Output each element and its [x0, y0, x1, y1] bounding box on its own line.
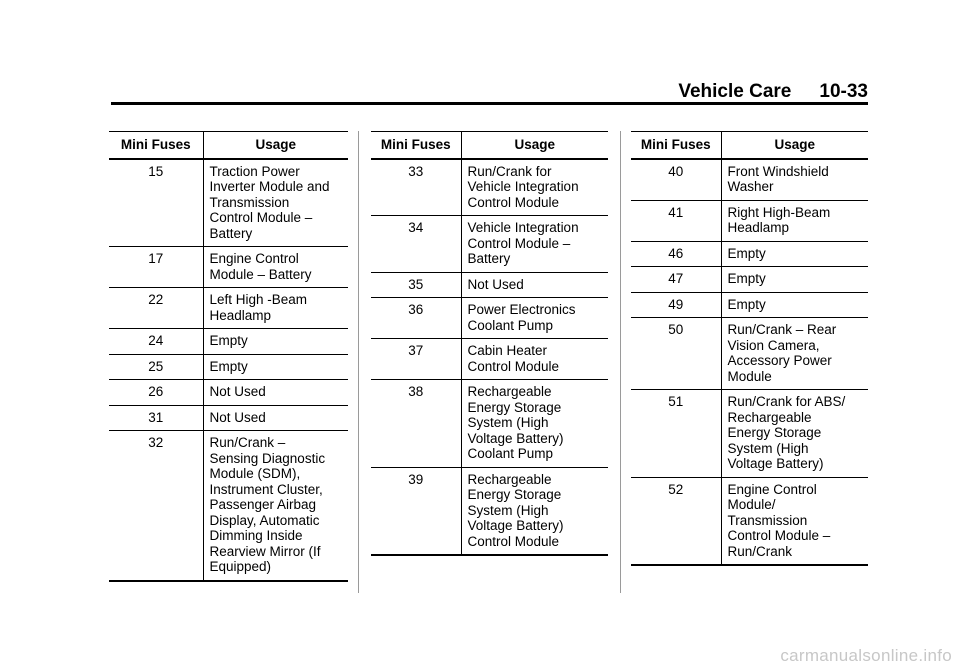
- column-header-mini-fuses: Mini Fuses: [371, 132, 461, 159]
- fuse-usage: Vehicle Integration Control Module – Battery: [461, 216, 608, 273]
- table-row: [109, 288, 348, 329]
- fuse-usage: Power Electronics Coolant Pump: [461, 298, 608, 339]
- fuse-usage: Not Used: [203, 380, 348, 406]
- fuse-usage: Traction Power Inverter Module and Transmission Control Module – Battery: [203, 159, 348, 247]
- fuse-usage: Run/Crank – Rear Vision Camera, Accessory Power Module: [721, 318, 868, 390]
- fuse-usage: Empty: [203, 329, 348, 355]
- table-row: [109, 405, 348, 431]
- fuse-number: 38: [371, 380, 461, 468]
- page-header: [111, 80, 868, 104]
- fuse-usage: Not Used: [461, 272, 608, 298]
- table-row: [631, 477, 868, 565]
- table-row: [631, 159, 868, 201]
- fuse-number: 26: [109, 380, 203, 406]
- fuse-usage: Engine Control Module – Battery: [203, 247, 348, 288]
- fuse-number: 41: [631, 200, 721, 241]
- fuse-number: 34: [371, 216, 461, 273]
- fuse-usage: Front Windshield Washer: [721, 159, 868, 201]
- fuse-number: 49: [631, 292, 721, 318]
- table-row: [371, 298, 608, 339]
- fuse-table: [109, 131, 348, 582]
- fuse-number: 50: [631, 318, 721, 390]
- column-header-mini-fuses: Mini Fuses: [631, 132, 721, 159]
- table-row: [631, 241, 868, 267]
- column-header-usage: Usage: [721, 132, 868, 159]
- table-row: [631, 318, 868, 390]
- fuse-number: 52: [631, 477, 721, 565]
- fuse-usage: Empty: [203, 354, 348, 380]
- fuse-number: 37: [371, 339, 461, 380]
- header-rule: [111, 102, 868, 105]
- fuse-number: 22: [109, 288, 203, 329]
- column-header-usage: Usage: [461, 132, 608, 159]
- fuse-usage: Rechargeable Energy Storage System (High Voltage Battery) Control Module: [461, 467, 608, 555]
- fuse-number: 31: [109, 405, 203, 431]
- fuse-number: 36: [371, 298, 461, 339]
- fuse-number: 51: [631, 390, 721, 478]
- page-number: 10-33: [819, 81, 868, 102]
- fuse-usage: Empty: [721, 267, 868, 293]
- table-row: [371, 272, 608, 298]
- fuse-usage: Not Used: [203, 405, 348, 431]
- table-row: [371, 159, 608, 216]
- fuse-usage: Left High -Beam Headlamp: [203, 288, 348, 329]
- table-row: [371, 380, 608, 468]
- fuse-usage: Engine Control Module/ Transmission Control Module – Run/Crank: [721, 477, 868, 565]
- fuse-usage: Rechargeable Energy Storage System (High Voltage Battery) Coolant Pump: [461, 380, 608, 468]
- fuse-usage: Run/Crank for ABS/ Rechargeable Energy Storage System (High Voltage Battery): [721, 390, 868, 478]
- table-row: [371, 216, 608, 273]
- table-row: [371, 339, 608, 380]
- table-row: [109, 247, 348, 288]
- section-title: Vehicle Care: [678, 81, 792, 102]
- fuse-number: 17: [109, 247, 203, 288]
- column-divider: [358, 131, 359, 593]
- fuse-number: 25: [109, 354, 203, 380]
- fuse-usage: Cabin Heater Control Module: [461, 339, 608, 380]
- table-row: [631, 292, 868, 318]
- fuse-number: 39: [371, 467, 461, 555]
- fuse-number: 46: [631, 241, 721, 267]
- column-header-usage: Usage: [203, 132, 348, 159]
- fuse-number: 24: [109, 329, 203, 355]
- table-row: [631, 200, 868, 241]
- watermark-text: carmanualsonline.info: [780, 646, 952, 665]
- table-row: [109, 354, 348, 380]
- table-row: [631, 267, 868, 293]
- table-row: [109, 380, 348, 406]
- table-row: [631, 390, 868, 478]
- fuse-number: 47: [631, 267, 721, 293]
- fuse-number: 32: [109, 431, 203, 581]
- column-divider: [620, 131, 621, 593]
- fuse-number: 35: [371, 272, 461, 298]
- column-header-mini-fuses: Mini Fuses: [109, 132, 203, 159]
- table-row: [109, 329, 348, 355]
- fuse-table: [371, 131, 608, 556]
- fuse-usage: Run/Crank for Vehicle Integration Control Module: [461, 159, 608, 216]
- table-row: [371, 467, 608, 555]
- fuse-usage: Run/Crank – Sensing Diagnostic Module (SDM), Instrument Cluster, Passenger Airbag Display, Automatic Dimming Inside Rearview Mirror (If Equipped): [203, 431, 348, 581]
- fuse-number: 33: [371, 159, 461, 216]
- fuse-number: 40: [631, 159, 721, 201]
- fuse-usage: Empty: [721, 241, 868, 267]
- table-row: [109, 431, 348, 581]
- fuse-usage: Right High-Beam Headlamp: [721, 200, 868, 241]
- fuse-number: 15: [109, 159, 203, 247]
- table-row: [109, 159, 348, 247]
- fuse-usage: Empty: [721, 292, 868, 318]
- fuse-table: [631, 131, 868, 566]
